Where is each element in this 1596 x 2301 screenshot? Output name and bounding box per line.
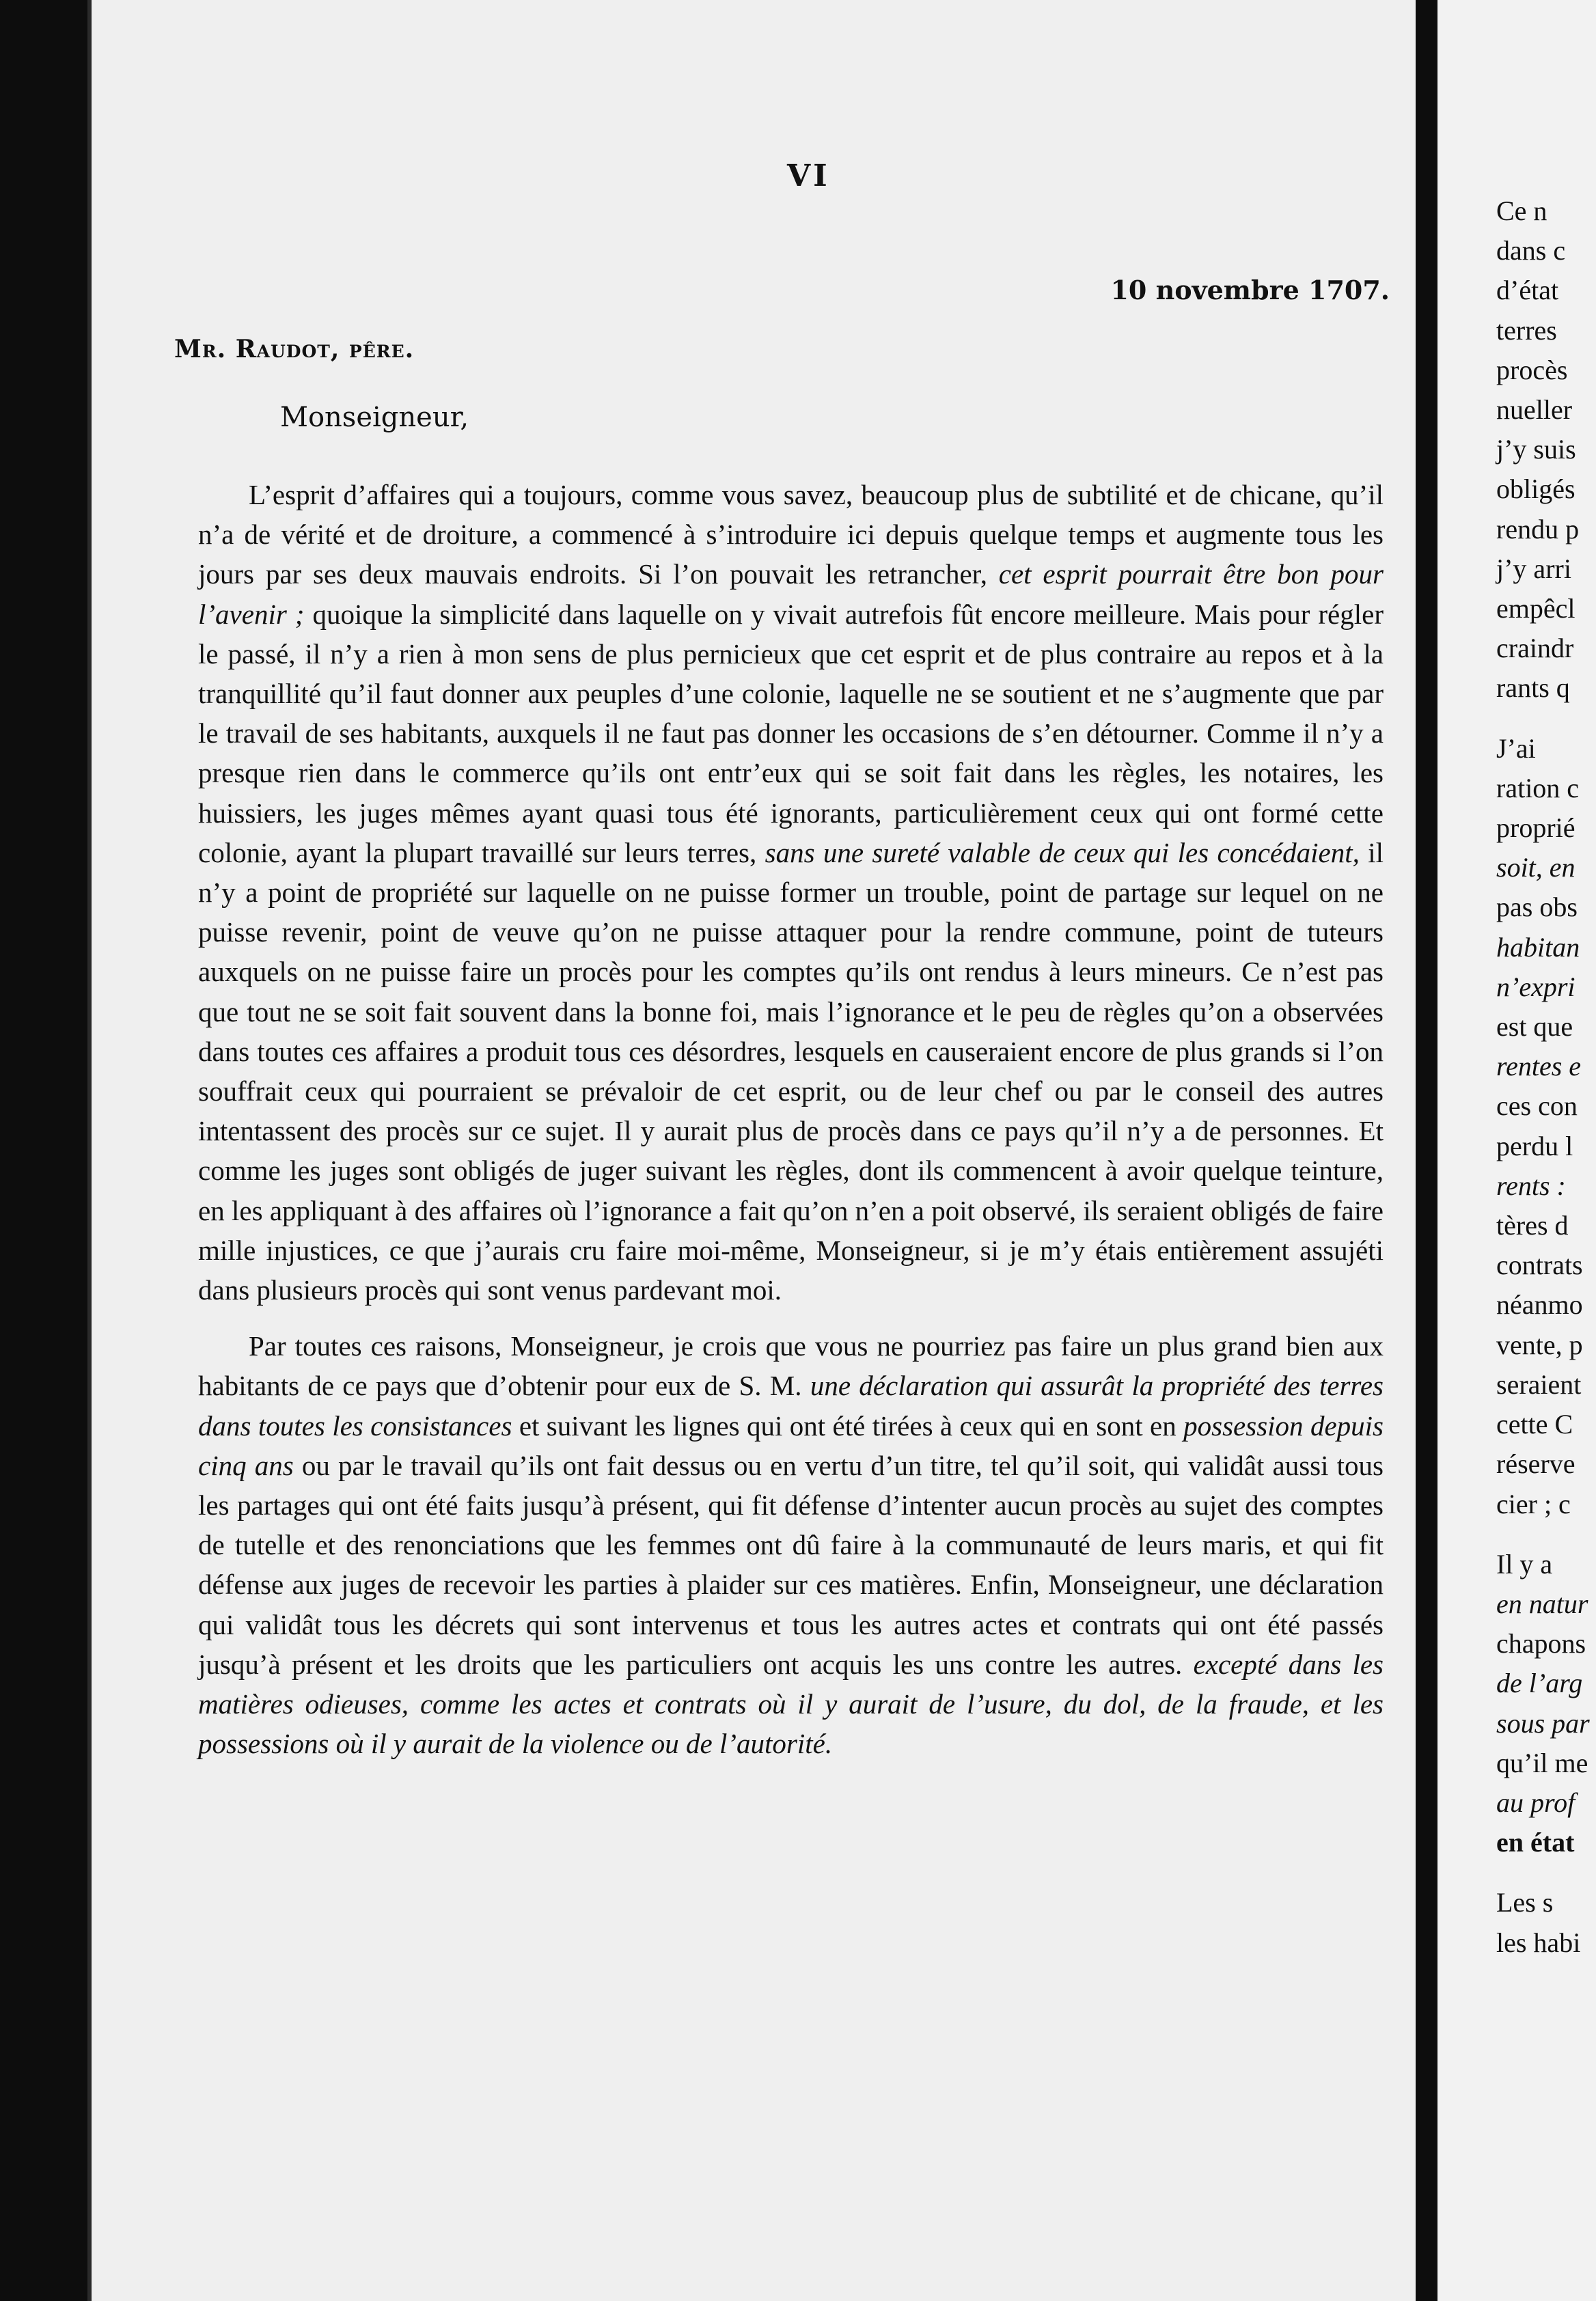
italic-run: une déclaration qui assurât la propriété des terres dans toutes les consistances — [198, 1370, 1384, 1442]
paragraph-gap — [1496, 1524, 1596, 1545]
facing-line: Les s — [1496, 1887, 1554, 1918]
text-run: ou par le travail qu’ils ont fait dessus ou en vertu d’un titre, tel qu’il soit, qui validât aussi tous les partages qui ont été faits jusqu’à présent, qui fit défense d’intenter aucun procès au sujet des comptes de tutelle et des renonciations que les femmes ont dû faire à la communauté de leurs maris, et qui fit défense aux juges de recevoir les parties à plaider sur ces matières. Enfin, Monseigneur, une déclaration qui validât tous les décrets qui sont intervenus et tous les autres actes et contrats qui ont été passés jusqu’à présent et les droits que les particuliers ont acquis les uns contre les autres. — [198, 1449, 1384, 1680]
facing-line: vente, p — [1496, 1329, 1583, 1360]
facing-line: chapons — [1496, 1628, 1586, 1659]
facing-line: perdu l — [1496, 1130, 1573, 1161]
facing-line: habitan — [1496, 931, 1580, 963]
facing-line: qu’il me — [1496, 1747, 1588, 1778]
facing-line: rentes e — [1496, 1051, 1582, 1082]
body-paragraph — [198, 475, 1384, 1310]
facing-line: en état — [1496, 1827, 1575, 1858]
text-run: L’esprit d’affaires qui a toujours, comme vous savez, beaucoup plus de subtilité et de chicane, qu’il n’a de vérité et de droiture, a commencé à s’introduire ici depuis quelque temps et augmente tous les jours par ses deux mauvais endroits. Si l’on pouvait les retrancher, — [198, 479, 1384, 590]
facing-line: rants q — [1496, 672, 1570, 704]
facing-line: soit, en — [1496, 852, 1576, 883]
facing-line: ration c — [1496, 772, 1580, 803]
letter-date: 10 novembre 1707. — [1110, 275, 1390, 305]
facing-line: contrats — [1496, 1250, 1583, 1281]
facing-line: pas obs — [1496, 892, 1578, 923]
facing-line: Ce n — [1496, 195, 1547, 226]
facing-line: rents : — [1496, 1170, 1566, 1201]
facing-line: néanmo — [1496, 1289, 1583, 1321]
facing-line: terres — [1496, 314, 1557, 346]
facing-line: craindr — [1496, 633, 1574, 664]
facing-line: rendu p — [1496, 513, 1580, 545]
paragraph-gap — [1496, 1862, 1596, 1883]
facing-line: de l’arg — [1496, 1668, 1583, 1699]
facing-line: nueller — [1496, 394, 1573, 426]
letter-addressee: Mr. Raudot, pêre. — [174, 335, 415, 363]
body-paragraph — [198, 1326, 1384, 1763]
facing-line: proprié — [1496, 812, 1576, 844]
letter-body — [198, 475, 1384, 1780]
facing-line: Il y a — [1496, 1548, 1553, 1580]
facing-line: tères d — [1496, 1210, 1569, 1241]
paragraph-gap — [1496, 708, 1596, 729]
text-run: et suivant les lignes qui ont été tirées à ceux qui en sont en — [512, 1409, 1184, 1442]
text-run: il n’y a point de propriété sur laquelle on ne puisse former un trouble, point de partage sur lequel on ne puisse revenir, point de veuve qu’on ne puisse attaquer pour la rendre commune, point de tuteurs auxquels on ne puisse faire un procès pour les comptes qu’ils ont rendus à leurs mineurs. Ce n’est pas que tout ne se soit fait souvent dans la bonne foi, mais l’ignorance et le peu de règles qu’on a observées dans toutes ces affaires a produit tous ces désordres, lesquels en causeraient encore de plus grands si l’on souffrait ceux qui pourraient se prévaloir de cet esprit, ou de leur chef ou par le conseil des autres intentassent des procès sur ce sujet. Il y aurait plus de procès dans ce pays qu’il n’y a de personnes. Et comme les juges sont obligés de juger suivant les règles, dont ils commencent à avoir quelque teinture, en les appliquant à des affaires où l’ignorance a fait qu’on n’en a poit observé, ils seraient obligés de faire mille injustices, ce que j’aurais cru faire moi-même, Monseigneur, si je m’y étais entièrement assujéti dans plusieurs procès qui sont venus pardevant moi. — [198, 836, 1384, 1306]
facing-line: j’y arri — [1496, 553, 1571, 584]
facing-line: sous par — [1496, 1707, 1590, 1739]
italic-run: excepté dans les matières odieuses, comme les actes et contrats où il y aurait de l’usure, du dol, de la fraude, et les possessions où il y aurait de la violence ou de l’autorité. — [198, 1648, 1384, 1760]
text-run: quoique la simplicité dans laquelle on y vivait autrefois fût encore meilleure. Mais pour régler le passé, il n’y a rien à mon sens de plus pernicieux que cet esprit et de plus contraire au repos et à la tranquillité qu’il faut donner aux peuples d’une colonie, laquelle ne se soutient et ne s’augmente que par le travail de ses habitants, auxquels il ne faut pas donner les occasions de s’en détourner. Comme il n’y a presque rien dans le commerce qu’ils ont entr’eux qui se soit fait dans les règles, les notaires, les huissiers, les juges mêmes ayant quasi tous été ignorants, particulièrement ceux qui ont formé cette colonie, ayant la plupart travaillé sur leurs terres, — [198, 598, 1384, 868]
italic-run: cet esprit pourrait être bon pour l’avenir ; — [198, 558, 1384, 630]
facing-page-text — [1496, 191, 1596, 1963]
facing-line: d’état — [1496, 275, 1559, 306]
facing-line: seraient — [1496, 1368, 1582, 1400]
facing-line: en natur — [1496, 1588, 1588, 1619]
facing-line: les habi — [1496, 1927, 1581, 1958]
italic-run: sans une sureté valable de ceux qui les concédaient, — [765, 836, 1360, 868]
facing-line: cier ; c — [1496, 1488, 1571, 1519]
facing-line: obligés — [1496, 473, 1576, 505]
facing-line: est que — [1496, 1011, 1573, 1043]
facing-line: empêcl — [1496, 593, 1576, 624]
facing-line: j’y suis — [1496, 434, 1576, 465]
text-run: Par toutes ces raisons, Monseigneur, je crois que vous ne pourriez pas faire un plus grand bien aux habitants de ce pays que d’obtenir pour eux de S. M. — [198, 1330, 1384, 1402]
facing-line: au prof — [1496, 1787, 1576, 1818]
letter-salutation: Monseigneur, — [280, 402, 469, 433]
italic-run: possession depuis cinq ans — [198, 1409, 1384, 1481]
facing-line: ces con — [1496, 1090, 1578, 1122]
facing-line: n’expri — [1496, 971, 1576, 1002]
facing-line: procès — [1496, 354, 1568, 385]
facing-line: dans c — [1496, 235, 1566, 266]
facing-line: réserve — [1496, 1448, 1576, 1480]
facing-line: J’ai — [1496, 732, 1536, 764]
facing-line: cette C — [1496, 1409, 1573, 1440]
page-folio: VI — [787, 159, 830, 193]
